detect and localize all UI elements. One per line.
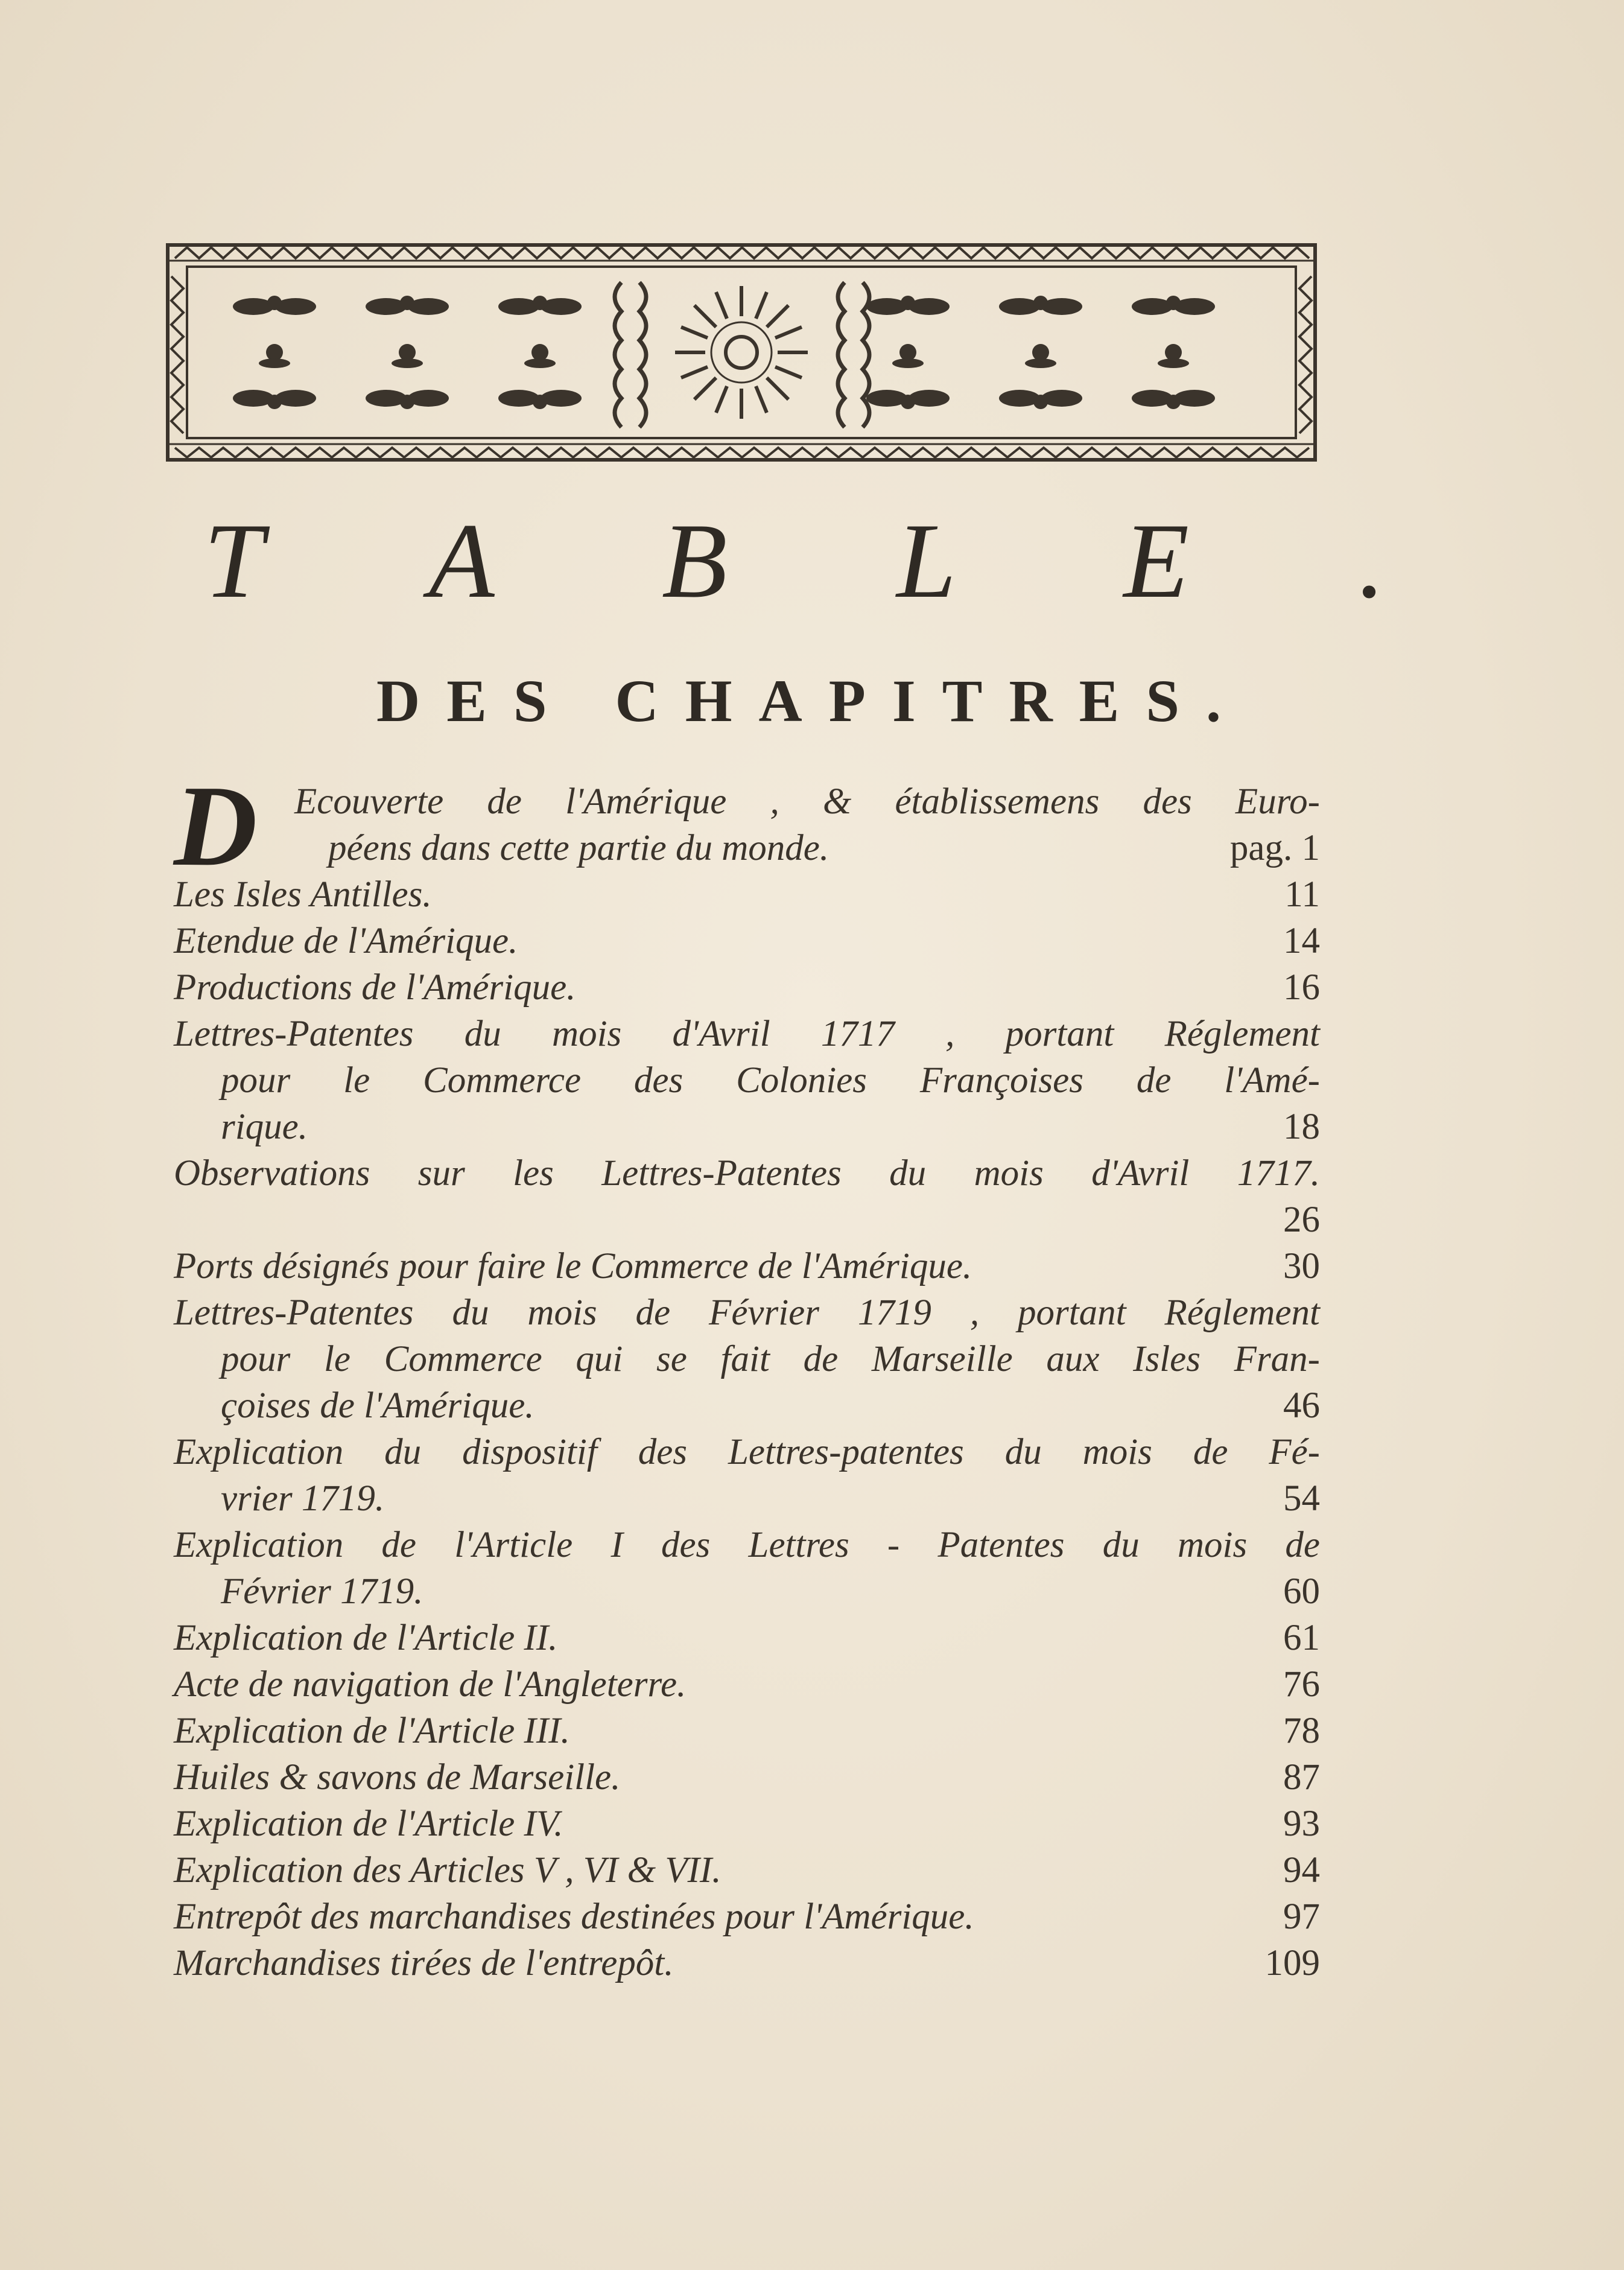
toc-line	[174, 1522, 1320, 1568]
toc-page-number: 78	[1283, 1711, 1320, 1751]
toc-line	[174, 1057, 1320, 1104]
toc-entry-text: Lettres-Patentes du mois d'Avril 1717 , portant Réglement	[174, 1014, 1320, 1054]
toc-entry-text: Observations sur les Lettres-Patentes du mois d'Avril 1717.	[174, 1153, 1320, 1194]
toc-entry-text: Etendue de l'Amérique.	[174, 921, 518, 961]
toc-entry-text: pour le Commerce qui se fait de Marseille aux Isles Fran-	[221, 1339, 1320, 1379]
toc-entry-text: Explication de l'Article II.	[174, 1618, 558, 1658]
toc-lines	[174, 871, 1320, 1986]
toc-line	[174, 1104, 1320, 1150]
toc-line	[174, 1568, 1320, 1615]
toc-page-number: 97	[1283, 1896, 1320, 1937]
drop-cap: D	[174, 761, 258, 890]
toc-entry-text: Les Isles Antilles.	[174, 874, 432, 915]
toc-entry-text: Marchandises tirées de l'entrepôt.	[174, 1943, 674, 1983]
toc-entry-text: péens dans cette partie du monde.	[328, 828, 829, 868]
toc-entry-text: vrier 1719.	[221, 1478, 385, 1519]
toc-page-number: 60	[1283, 1571, 1320, 1612]
toc-line	[174, 1847, 1320, 1893]
toc-page-number: 30	[1283, 1246, 1320, 1286]
toc-page-number: 61	[1283, 1618, 1320, 1658]
toc-line	[174, 1893, 1320, 1940]
toc-first-entry	[174, 761, 1320, 890]
toc-line	[174, 1289, 1320, 1336]
toc-page-number: 16	[1283, 967, 1320, 1008]
toc-line	[174, 1197, 1320, 1243]
toc-entry-line	[328, 825, 1320, 871]
toc-entry-text: Explication des Articles V , VI & VII.	[174, 1850, 722, 1890]
toc-page-number: 94	[1283, 1850, 1320, 1890]
toc-line	[174, 964, 1320, 1011]
toc-line	[174, 918, 1320, 964]
toc-entry-text: Explication de l'Article IV.	[174, 1804, 563, 1844]
toc-page-number: 93	[1283, 1804, 1320, 1844]
toc-entry-text: pour le Commerce des Colonies Françoises de l'Amé-	[221, 1060, 1320, 1101]
toc-line	[174, 1336, 1320, 1382]
toc-entry-text: Explication de l'Article I des Lettres - Patentes du mois de	[174, 1525, 1320, 1565]
toc-line	[174, 1801, 1320, 1847]
toc-entry-text: Lettres-Patentes du mois de Février 1719 , portant Réglement	[174, 1292, 1320, 1333]
page-subtitle: DES CHAPITRES.	[376, 667, 1248, 734]
toc-page-number: 76	[1283, 1664, 1320, 1705]
toc-line	[174, 1150, 1320, 1197]
toc-entry-text: Ecouverte de l'Amérique , & établissemens des Euro-	[294, 781, 1320, 822]
toc-line	[174, 1661, 1320, 1708]
toc-entry-text: Explication de l'Article III.	[174, 1711, 570, 1751]
headpiece-ornament-icon	[163, 240, 1320, 465]
toc-entry-text: Huiles & savons de Marseille.	[174, 1757, 621, 1798]
toc-entry-text: çoises de l'Amérique.	[221, 1385, 534, 1426]
toc-entry-text: Explication du dispositif des Lettres-patentes du mois de Fé-	[174, 1432, 1320, 1472]
toc-entry-text: Février 1719.	[221, 1571, 423, 1612]
toc-page-number: 11	[1284, 874, 1320, 915]
toc-page-number: 26	[1283, 1200, 1320, 1240]
toc-line	[174, 1011, 1320, 1057]
sunburst-icon	[675, 286, 808, 419]
toc-entry-text: Entrepôt des marchandises destinées pour l'Amérique.	[174, 1896, 974, 1937]
toc-entry-text: rique.	[221, 1107, 308, 1147]
toc-line	[174, 1754, 1320, 1801]
toc-page-number: 87	[1283, 1757, 1320, 1798]
toc-page-number: 54	[1283, 1478, 1320, 1519]
toc-entry-text: Productions de l'Amérique.	[174, 967, 576, 1008]
toc-page-number: pag. 1	[1229, 828, 1320, 868]
toc-entry-text: Ports désignés pour faire le Commerce de l'Amérique.	[174, 1246, 972, 1286]
toc-line	[174, 1475, 1320, 1522]
toc-entry-text: Acte de navigation de l'Angleterre.	[174, 1664, 687, 1705]
toc-line	[174, 1243, 1320, 1289]
toc-line	[174, 1708, 1320, 1754]
toc-line	[174, 1382, 1320, 1429]
toc-page-number: 109	[1264, 1943, 1320, 1983]
page-title: T A B L E .	[203, 501, 1457, 620]
toc-line	[174, 1940, 1320, 1986]
toc-page-number: 46	[1283, 1385, 1320, 1426]
toc-line	[174, 1615, 1320, 1661]
toc-line	[174, 1429, 1320, 1475]
table-of-contents	[174, 761, 1320, 1986]
toc-page-number: 18	[1283, 1107, 1320, 1147]
toc-page-number: 14	[1283, 921, 1320, 961]
toc-line	[174, 871, 1320, 918]
